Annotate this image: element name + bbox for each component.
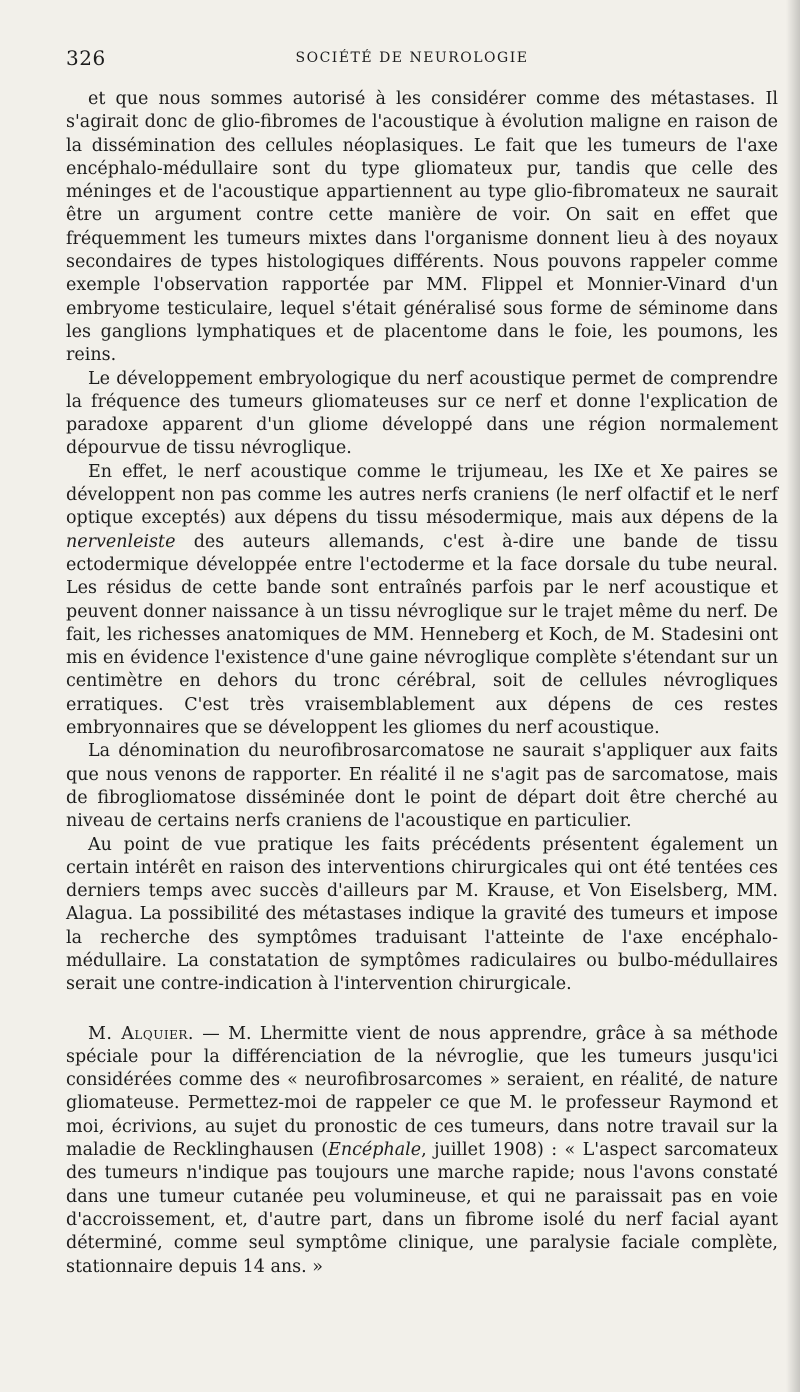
journal-title: Encéphale [328,1140,422,1161]
page-edge-shadow [786,0,800,1392]
page-header [66,46,758,70]
paragraph-3 [66,461,778,741]
running-title: SOCIÉTÉ DE NEUROLOGIE [295,50,529,66]
paragraph-1: et que nous sommes autorisé à les considérer comme des métastases. Il s'agirait donc de glio-fibromes de l'acoustique à évolution maligne en raison de la dissémination des cellules néoplasiques. Le fait que les tumeurs de l'axe encéphalo-médullaire sont du type gliomateux pur, tandis que celle des méninges et de l'acoustique appartiennent au type glio-fibromateux ne saurait être un argument contre cette manière de voir. On sait en effet que fréquemment les tumeurs mixtes dans l'organisme donnent lieu à des noyaux secondaires de types histologiques différents. Nous pouvons rappeler comme exemple l'observation rapportée par MM. Flippel et Monnier-Vinard d'un embryome testiculaire, lequel s'était généralisé sous forme de séminome dans les ganglions lymphatiques et de placentome dans le foie, les poumons, les reins. [66,89,778,366]
page-number: 326 [66,46,106,70]
paragraph-2: Le développement embryologique du nerf acoustique permet de comprendre la fréquence des tumeurs gliomateuses sur ce nerf et donne l'explication de paradoxe apparent d'un gliome développé dans une région normalement dépourvue de tissu névroglique. [66,368,778,459]
discussion-paragraph [66,1023,778,1279]
paragraph-3-text-end: des auteurs allemands, c'est à-dire une bande de tissu ectodermique développée entre l'ectoderme et la face dorsale du tube neural. Les résidus de cette bande sont entraînés parfois par le nerf acoustique et peuvent donner naissance à un tissu névroglique sur le trajet même du nerf. De fait, les richesses anatomiques de MM. Henneberg et Koch, de M. Stadesini ont mis en évidence l'existence d'une gaine névroglique complète s'étendant sur un centimètre en dehors du tronc cérébral, soit de cellules névrogliques erratiques. C'est très vraisemblablement aux dépens de ces restes embryonnaires que se développent les gliomes du nerf acoustique. [66,531,778,739]
paragraph-4: La dénomination du neurofibrosarcomatose ne saurait s'appliquer aux faits que nous venons de rapporter. En réalité il ne s'agit pas de sarcomatose, mais de fibrogliomatose disséminée dont le point de départ doit être cherché au niveau de certains nerfs craniens de l'acoustique en particulier. [66,741,778,832]
speaker-dash: — [193,1023,229,1044]
paragraph-3-text-start: En effet, le nerf acoustique comme le trijumeau, les IXe et Xe paires se développent non pas comme les autres nerfs craniens (le nerf olfactif et le nerf optique exceptés) aux dépens du tissu mésodermique, mais aux dépens de la [66,461,778,529]
discussion-text-end: , juillet 1908) : « L'aspect sarcomateux des tumeurs n'indique pas toujours une marche rapide; nous l'avons constaté dans une tumeur cutanée peu volumineuse, et qui ne paraissait pas en voie d'accroissement, et, d'autre part, dans un fibrome isolé du nerf facial ayant déterminé, comme seul symptôme clinique, une paralysie faciale complète, stationnaire depuis 14 ans. » [66,1140,778,1277]
body-text [66,88,778,1279]
speaker-name: M. Alquier. [88,1023,194,1044]
paragraph-5: Au point de vue pratique les faits précédents présentent également un certain intérêt en raison des interventions chirurgicales qui ont été tentées ces derniers temps avec succès d'ailleurs par M. Krause, et Von Eiselsberg, MM. Alagua. La possibilité des métastases indique la gravité des tumeurs et impose la recherche des symptômes traduisant l'atteinte de l'axe encéphalo-médullaire. La constatation de symptômes radiculaires ou bulbo-médullaires serait une contre-indication à l'intervention chirurgicale. [66,834,778,995]
nervenleiste-term: nervenleiste [66,531,176,552]
discussion-text-start: M. Lhermitte vient de nous apprendre, grâce à sa méthode spéciale pour la différenciation de la névroglie, que les tumeurs jusqu'ici considérées comme des « neurofibrosarcomes » seraient, en réalité, de nature gliomateuse. Permettez-moi de rappeler ce que M. le professeur Raymond et moi, écrivions, au sujet du pronostic de ces tumeurs, dans notre travail sur la maladie de Recklinghausen ( [66,1023,778,1161]
